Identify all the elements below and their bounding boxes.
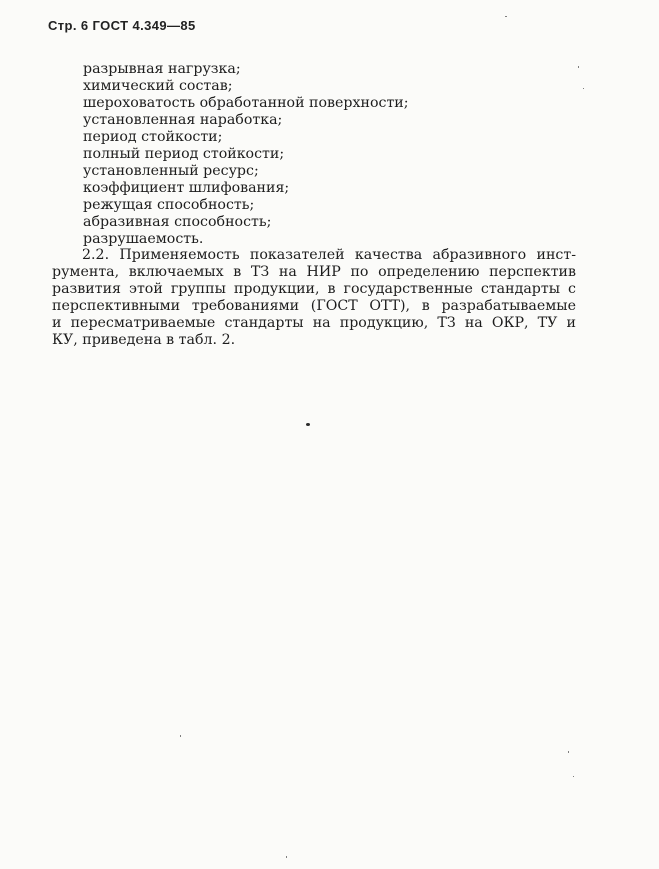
page-header: Стр. 6 ГОСТ 4.349—85: [48, 18, 196, 33]
scan-speck: [568, 751, 569, 753]
scan-speck: [505, 16, 507, 17]
paragraph-line: КУ, приведена в табл. 2.: [52, 331, 236, 348]
list-item: шероховатость обработанной поверхности;: [83, 94, 409, 111]
scan-speck: [583, 88, 584, 89]
indicator-list: [83, 61, 409, 247]
list-item: полный период стойкости;: [83, 145, 285, 162]
list-item: режущая способность;: [83, 196, 255, 213]
list-item: установленная наработка;: [83, 111, 283, 128]
paragraph-line: 2.2. Применяемость показателей качества абразивного инст-: [82, 247, 576, 263]
scan-speck: [573, 776, 574, 777]
scan-speck: [180, 735, 181, 737]
scan-speck: [286, 856, 287, 858]
paragraph-line: развития этой группы продукции, в государственные стандарты с: [52, 280, 576, 297]
scan-speck: [578, 66, 579, 68]
list-item: разрушаемость.: [83, 230, 204, 247]
list-item: установленный ресурс;: [83, 162, 259, 179]
section-paragraph: [52, 247, 576, 348]
paragraph-line: румента, включаемых в ТЗ на НИР по определению перспектив: [52, 263, 576, 280]
list-item: период стойкости;: [83, 128, 223, 145]
list-item: химический состав;: [83, 77, 233, 94]
list-item: коэффициент шлифования;: [83, 179, 290, 196]
scan-speck: [306, 423, 310, 426]
list-item: абразивная способность;: [83, 213, 272, 230]
paragraph-line: и пересматриваемые стандарты на продукцию, ТЗ на ОКР, ТУ и: [52, 314, 576, 331]
list-item: разрывная нагрузка;: [83, 61, 241, 77]
paragraph-line: перспективными требованиями (ГОСТ ОТТ), в разрабатываемые: [52, 297, 576, 314]
